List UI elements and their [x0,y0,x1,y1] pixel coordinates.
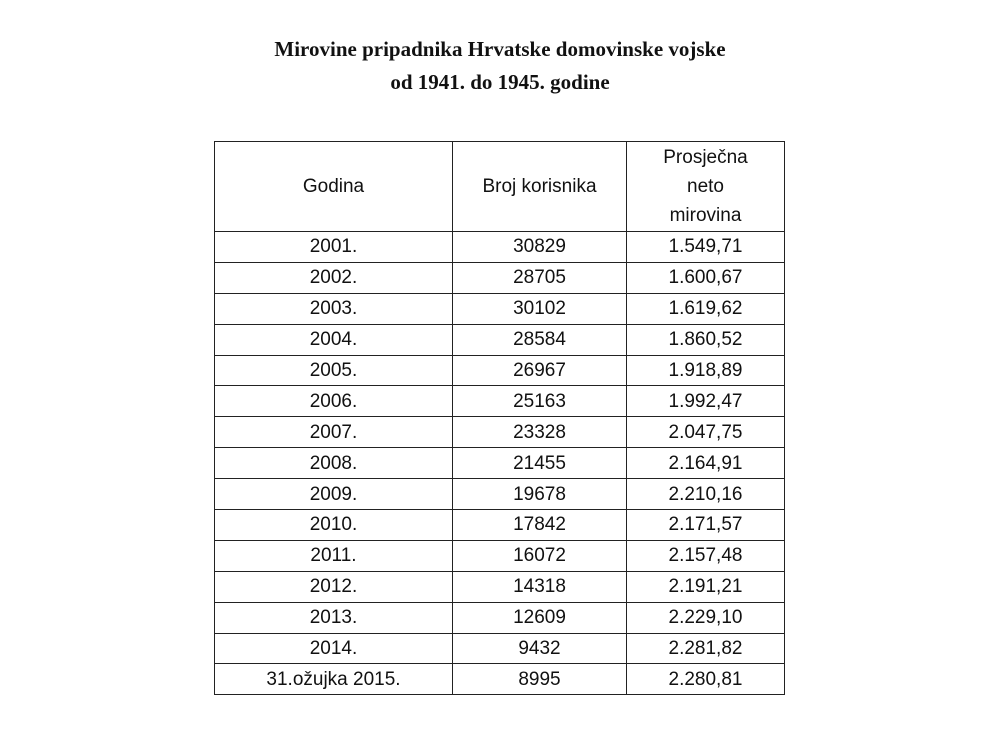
pension-table [214,141,785,695]
table-row [215,324,785,355]
cell-pension: 2.191,21 [627,571,785,602]
table-row [215,633,785,664]
cell-year: 2003. [215,293,453,324]
cell-users: 9432 [453,633,627,664]
cell-year: 2007. [215,417,453,448]
cell-users: 8995 [453,664,627,695]
table-row [215,664,785,695]
cell-year: 2004. [215,324,453,355]
cell-year: 2013. [215,602,453,633]
cell-pension: 1.549,71 [627,232,785,263]
cell-pension: 1.619,62 [627,293,785,324]
cell-users: 28584 [453,324,627,355]
header-year: Godina [215,142,453,232]
cell-year: 2011. [215,540,453,571]
table-row [215,262,785,293]
cell-users: 30102 [453,293,627,324]
table-row [215,448,785,479]
cell-pension: 2.210,16 [627,479,785,510]
table-row [215,510,785,541]
cell-year: 2008. [215,448,453,479]
table-row [215,232,785,263]
document-title-line1: Mirovine pripadnika Hrvatske domovinske vojske [274,37,726,61]
cell-year: 2010. [215,510,453,541]
cell-users: 14318 [453,571,627,602]
header-users: Broj korisnika [453,142,627,232]
table-body [215,232,785,695]
header-pension-line1: Prosječna [663,147,748,168]
cell-users: 19678 [453,479,627,510]
cell-users: 16072 [453,540,627,571]
cell-pension: 1.600,67 [627,262,785,293]
table-row [215,602,785,633]
table-row [215,293,785,324]
cell-pension: 2.157,48 [627,540,785,571]
table-row [215,355,785,386]
cell-pension: 2.281,82 [627,633,785,664]
cell-year: 2009. [215,479,453,510]
cell-users: 25163 [453,386,627,417]
cell-year: 2005. [215,355,453,386]
cell-users: 17842 [453,510,627,541]
cell-pension: 1.918,89 [627,355,785,386]
cell-users: 28705 [453,262,627,293]
cell-year: 2012. [215,571,453,602]
cell-users: 30829 [453,232,627,263]
cell-year: 31.ožujka 2015. [215,664,453,695]
cell-users: 26967 [453,355,627,386]
table-header [215,142,785,232]
table-row [215,417,785,448]
table-row [215,479,785,510]
header-pension [627,142,785,232]
table-row [215,540,785,571]
cell-pension: 2.171,57 [627,510,785,541]
header-pension-line3: mirovina [669,205,742,226]
cell-pension: 1.992,47 [627,386,785,417]
cell-users: 21455 [453,448,627,479]
cell-year: 2001. [215,232,453,263]
cell-year: 2006. [215,386,453,417]
table-row [215,386,785,417]
cell-pension: 1.860,52 [627,324,785,355]
header-pension-line2: neto [687,176,724,197]
cell-users: 12609 [453,602,627,633]
cell-pension: 2.047,75 [627,417,785,448]
cell-pension: 2.164,91 [627,448,785,479]
cell-users: 23328 [453,417,627,448]
cell-pension: 2.229,10 [627,602,785,633]
cell-pension: 2.280,81 [627,664,785,695]
document-title-line2: od 1941. do 1945. godine [390,70,610,94]
cell-year: 2002. [215,262,453,293]
cell-year: 2014. [215,633,453,664]
table-row [215,571,785,602]
table-header-row [215,142,785,232]
